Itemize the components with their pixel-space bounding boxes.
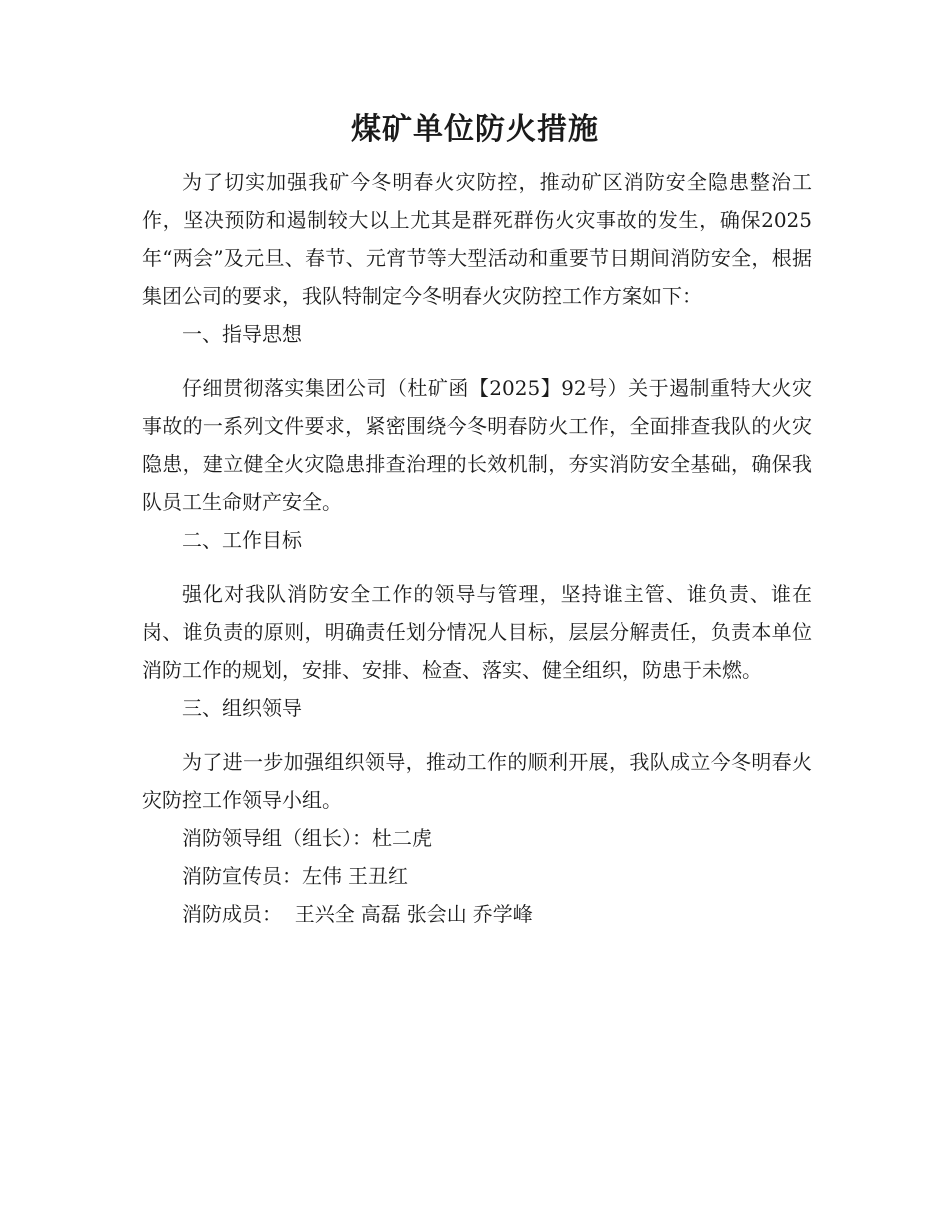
roster-publicity-line — [142, 857, 812, 895]
section-heading-work-goals: 二、工作目标 — [182, 528, 302, 552]
roster-members-line — [142, 895, 812, 933]
roster-leader-name: 杜二虎 — [372, 826, 432, 850]
document-title: 煤矿单位防火措施 — [351, 112, 599, 147]
section-body-organization: 为了进一步加强组织领导，推动工作的顺利开展，我队成立今冬明春火灾防控工作领导小组。 — [142, 750, 812, 812]
roster-member-name: 高磊 — [360, 902, 401, 926]
roster-publicity-name: 王丑红 — [348, 864, 408, 888]
section-body-work-goals: 强化对我队消防安全工作的领导与管理，坚持谁主管、谁负责、谁在岗、谁负责的原则，明确责任划分情况人目标，层层分解责任，负责本单位消防工作的规划，安排、安排、检查、落实、健全组织，防患于未燃。 — [142, 582, 812, 682]
section-heading-organization: 三、组织领导 — [182, 696, 302, 720]
roster-member-name: 乔学峰 — [472, 902, 533, 926]
roster-member-name: 张会山 — [406, 902, 467, 926]
roster-publicity-label: 消防宣传员： — [182, 864, 302, 888]
roster-leader-label: 消防领导组（组长）： — [182, 826, 372, 850]
section-body-guiding-ideology: 仔细贯彻落实集团公司（杜矿函【2025】92号）关于遏制重特大火灾事故的一系列文件要求，紧密围绕今冬明春防火工作，全面排查我队的火灾隐患，建立健全火灾隐患排查治理的长效机制，夯实消防安全基础，确保我队员工生命财产安全。 — [142, 376, 812, 514]
roster-members-label: 消防成员： — [182, 902, 282, 926]
section-heading-guiding-ideology: 一、指导思想 — [182, 322, 302, 346]
roster-leader-line — [142, 819, 812, 857]
document-body — [142, 163, 812, 933]
intro-paragraph: 为了切实加强我矿今冬明春火灾防控，推动矿区消防安全隐患整治工作，坚决预防和遏制较大以上尤其是群死群伤火灾事故的发生，确保2025年“两会”及元旦、春节、元宵节等大型活动和重要节日期间消防安全，根据集团公司的要求，我队特制定今冬明春火灾防控工作方案如下： — [142, 170, 812, 308]
roster-publicity-name: 左伟 — [302, 864, 342, 888]
roster-member-name: 王兴全 — [294, 902, 355, 926]
